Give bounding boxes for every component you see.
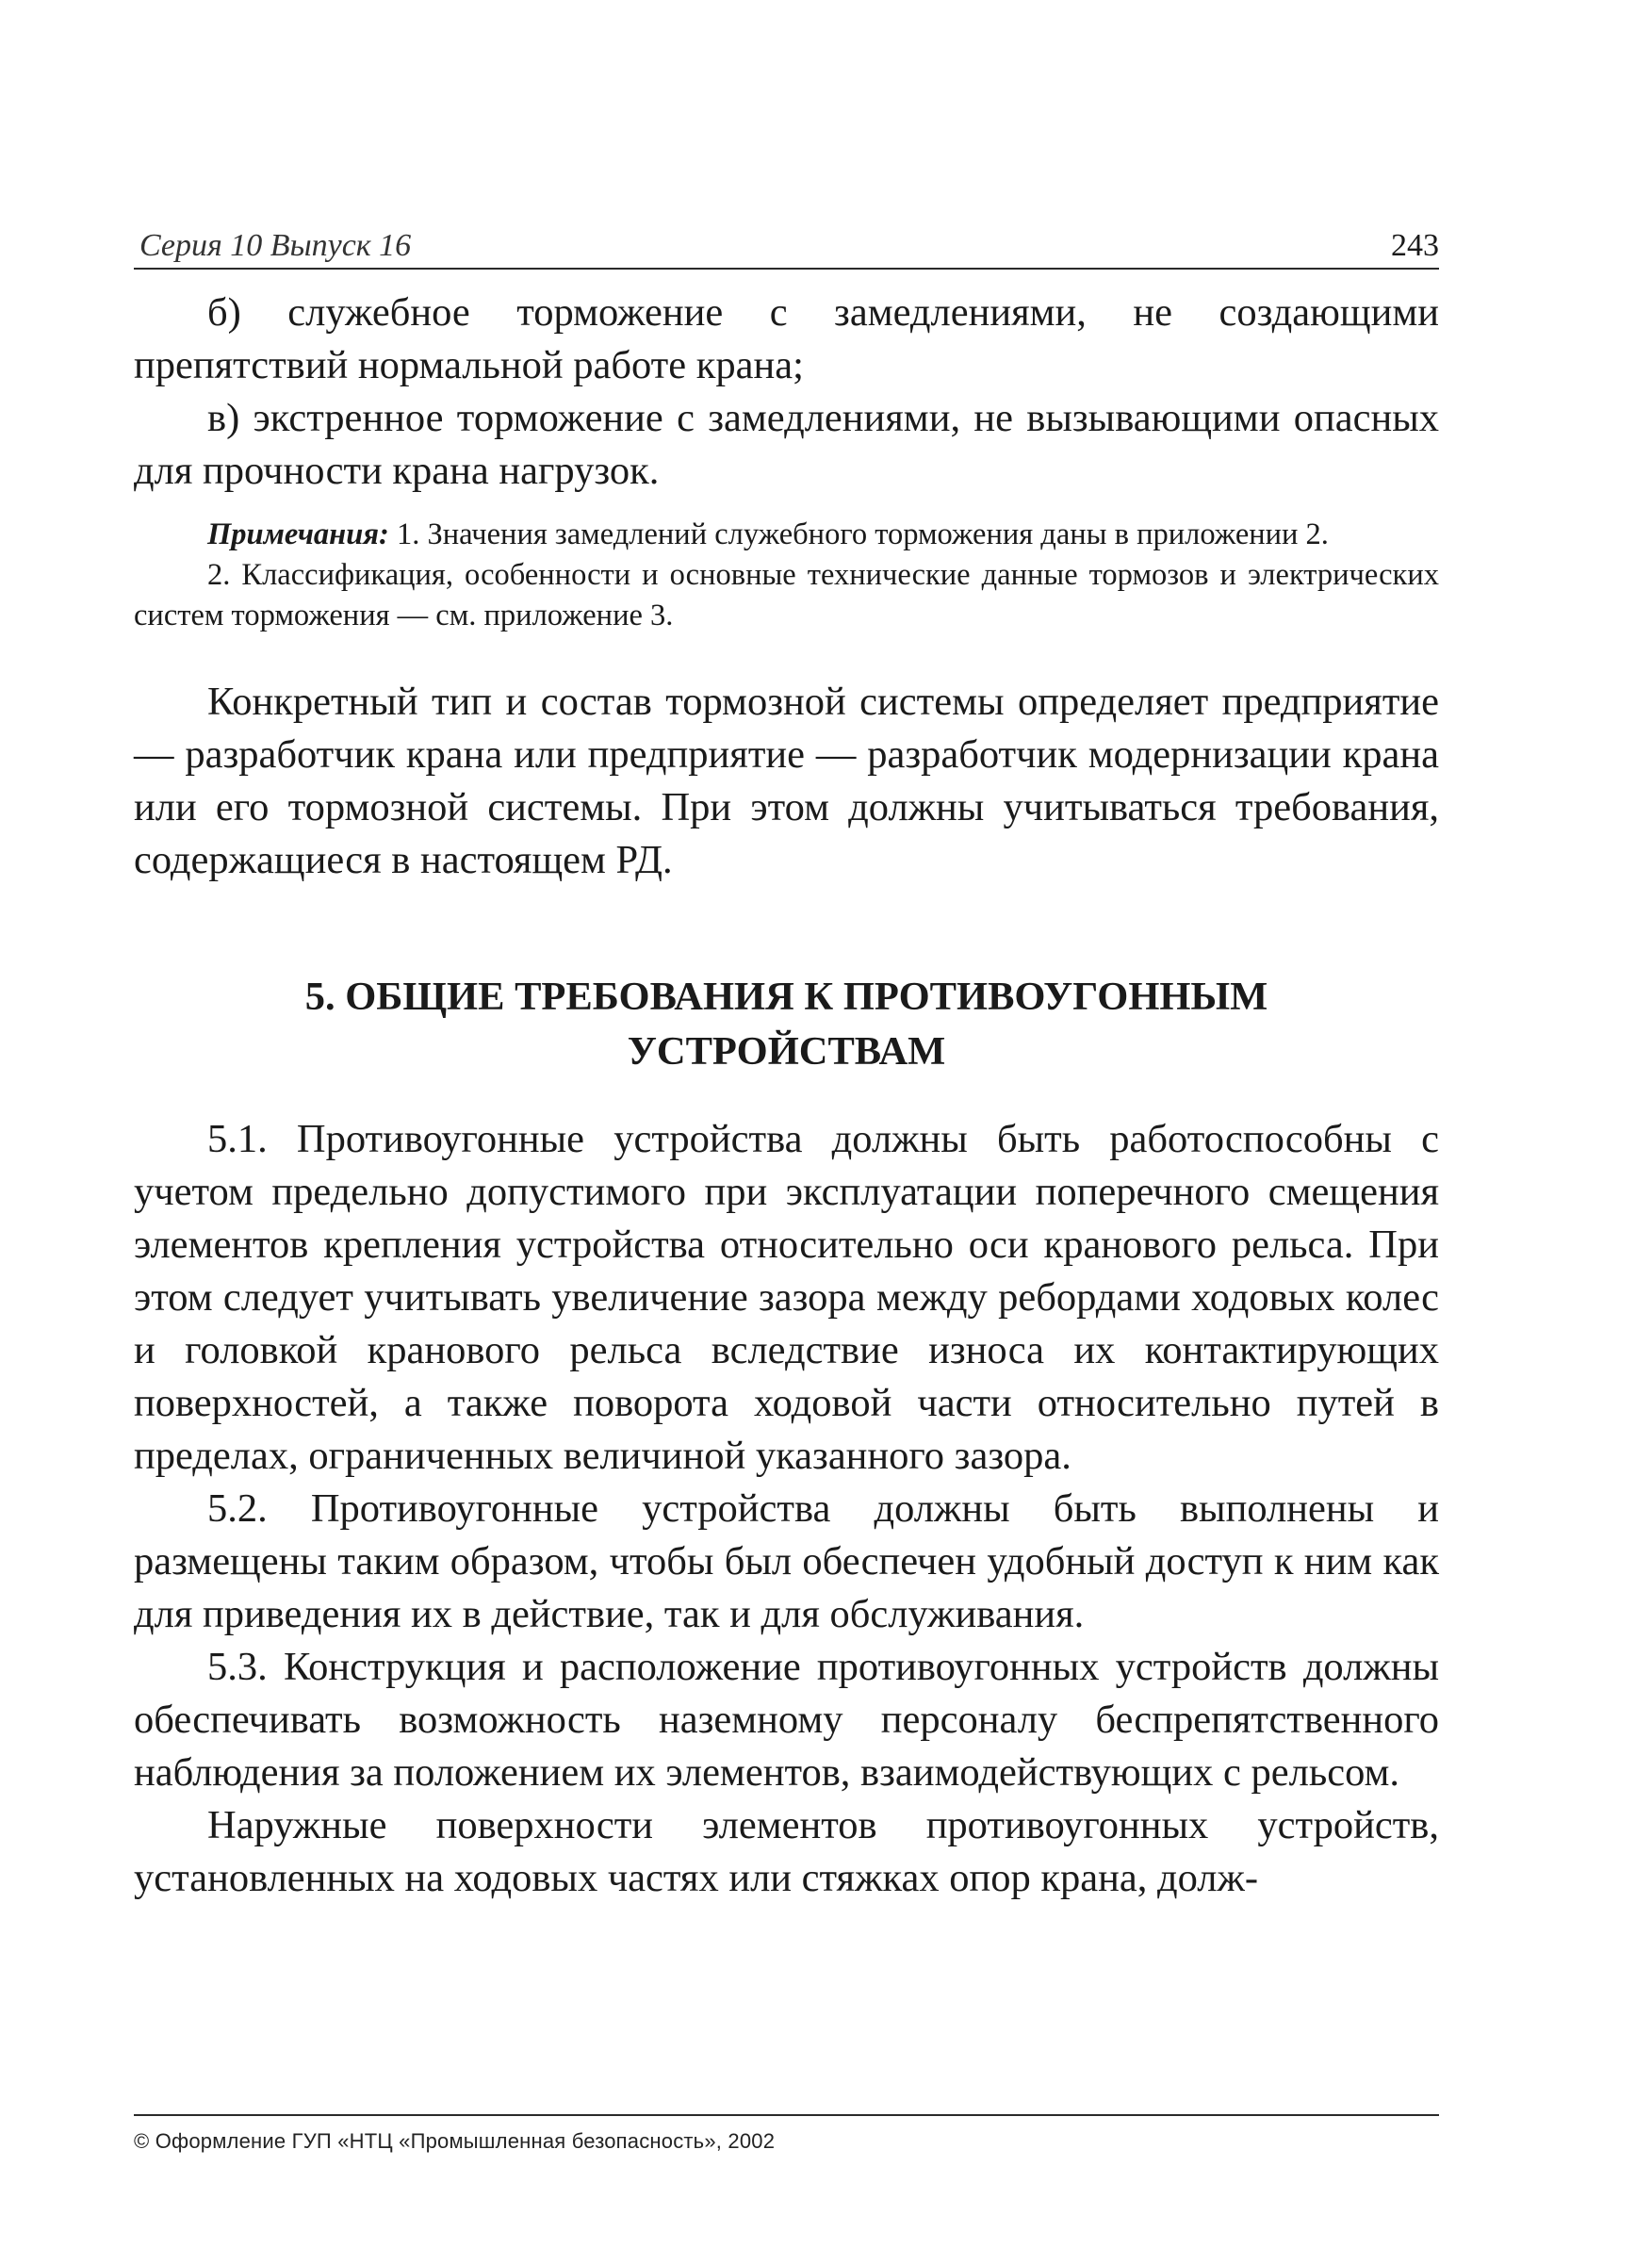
notes-block (134, 515, 1439, 636)
paragraph-5-2: 5.2. Противоугонные устройства должны быть выполнены и размещены таким образом, чтобы был обеспечен удобный доступ к ним как для приведения их в действие, так и для обслуживания. (134, 1486, 1439, 1636)
paragraph-surfaces: Наружные поверхности элементов противоугонных устройств, установленных на ходовых частях или стяжках опор крана, долж- (134, 1803, 1439, 1900)
paragraph-5-3: 5.3. Конструкция и расположение противоугонных устройств должны обеспечивать возможность наземному персоналу беспрепятственного наблюдения за положением их элементов, взаимодействующих с рельсом. (134, 1645, 1439, 1795)
series-label: Серия 10 Выпуск 16 (139, 228, 412, 263)
paragraph-b: б) служебное торможение с замедлениями, не создающими препятствий нормальной работе крана; (134, 290, 1439, 387)
section-title-line-2: УСТРОЙСТВАМ (627, 1029, 946, 1074)
body-text-top (134, 287, 1439, 498)
section-title-line-1: 5. ОБЩИЕ ТРЕБОВАНИЯ К ПРОТИВОУГОННЫМ (304, 975, 1268, 1019)
body-text-middle (134, 676, 1439, 887)
paragraph-5-1: 5.1. Противоугонные устройства должны быть работоспособны с учетом предельно допустимого при эксплуатации поперечного смещения элементов крепления устройства относительно оси кранового рельса. При этом следует учитывать увеличение зазора между ребордами ходовых колес и головкой кранового рельса вследствие износа их контактирующих поверхностей, а также поворота ходовой части относительно путей в пределах, ограниченных величиной указанного зазора. (134, 1117, 1439, 1478)
note-1-text: 1. Значения замедлений служебного торможения даны в приложении 2. (396, 517, 1329, 551)
running-header (134, 226, 1439, 270)
note-2: 2. Классификация, особенности и основные технические данные тормозов и электрических систем торможения — см. приложение 3. (134, 558, 1439, 632)
paragraph-brake-system: Конкретный тип и состав тормозной системы определяет предприятие — разработчик крана или предприятие — разработчик модернизации крана или его тормозной системы. При этом должны учитываться требования, содержащиеся в настоящем РД. (134, 680, 1439, 882)
section-5-heading (134, 970, 1439, 1079)
document-page (134, 226, 1439, 1905)
footer-copyright: © Оформление ГУП «НТЦ «Промышленная безопасность», 2002 (134, 2114, 1439, 2154)
paragraph-v: в) экстренное торможение с замедлениями, не вызывающими опасных для прочности крана нагрузок. (134, 396, 1439, 493)
notes-label: Примечания: (207, 517, 389, 551)
page-number: 243 (1391, 228, 1439, 263)
note-1 (134, 515, 1439, 555)
section-5-body (134, 1113, 1439, 1905)
